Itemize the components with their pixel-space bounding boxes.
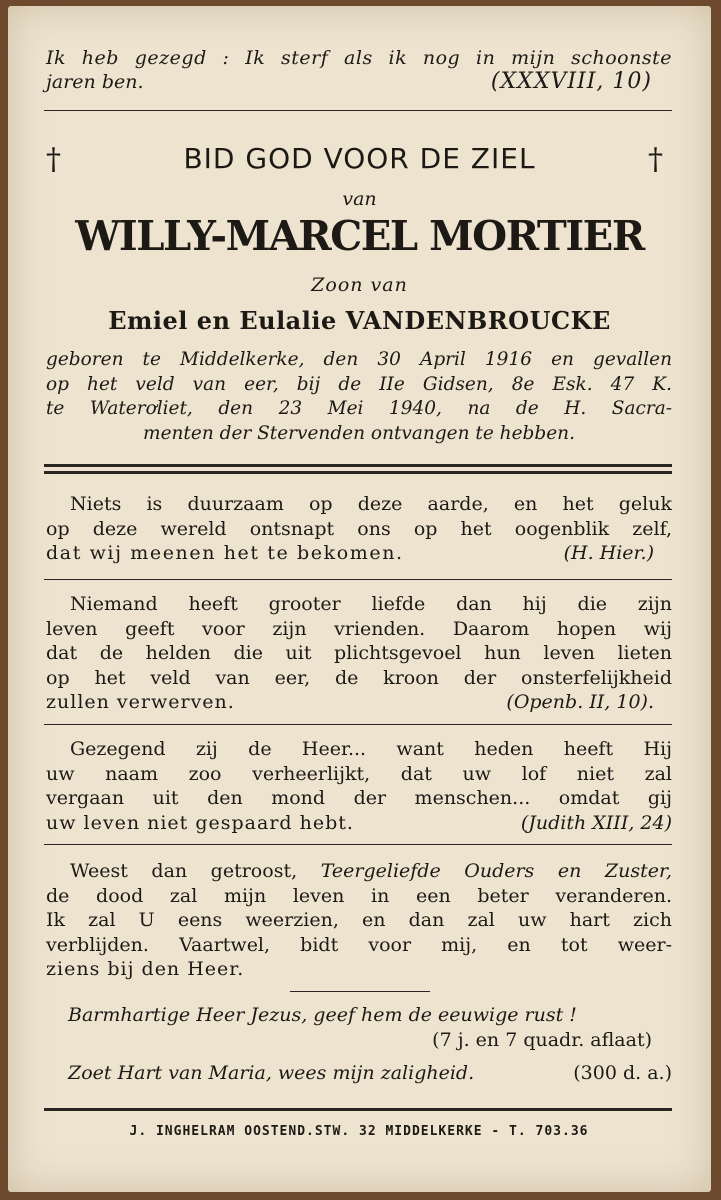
para3-reference: (Judith XIII, 24) bbox=[520, 811, 672, 834]
para1-line-2: op deze wereld ontsnapt ons op het oogenblik zelf, bbox=[46, 517, 672, 540]
para4-line-5: ziens bij den Heer. bbox=[46, 958, 245, 980]
para1-line-3 bbox=[46, 541, 672, 566]
para4-line-2: de dood zal mijn leven in een beter veranderen. bbox=[46, 884, 672, 907]
para3-line-1: Gezegend zij de Heer... want heden heeft Hij bbox=[70, 738, 672, 760]
divider-3 bbox=[44, 844, 672, 845]
paragraph-1 bbox=[46, 492, 672, 566]
para3-line-2: uw naam zoo verheerlijkt, dat uw lof niet zal bbox=[46, 762, 672, 785]
prayer-2-indulgence: (300 d. a.) bbox=[573, 1062, 672, 1084]
para4-line-3: Ik zal U eens weerzien, en dan zal uw hart zich bbox=[46, 909, 672, 931]
birth-line-4: menten der Stervenden ontvangen te hebben. bbox=[143, 422, 575, 444]
para3-line-3: vergaan uit den mond der menschen... omdat gij bbox=[46, 787, 672, 809]
para1-line-1: Niets is duurzaam op deze aarde, en het geluk bbox=[70, 493, 672, 515]
van-label: van bbox=[342, 188, 377, 210]
short-divider bbox=[290, 991, 430, 992]
birth-line-1: geboren te Middelkerke, den 30 April 1916 en gevallen bbox=[46, 349, 672, 370]
paragraph-4 bbox=[46, 859, 672, 982]
paragraph-3 bbox=[46, 737, 672, 835]
birth-death-text bbox=[46, 348, 672, 446]
para4-line-1-italic: Teergeliefde Ouders en Zuster, bbox=[320, 860, 672, 882]
epigraph-line-1: Ik heb gezegd : Ik sterf als ik nog in mijn schoonste bbox=[46, 47, 672, 69]
para2-line-2: leven geeft voor zijn vrienden. Daarom hopen wij bbox=[46, 617, 672, 640]
para2-reference: (Openb. II, 10). bbox=[506, 691, 654, 713]
para4-line-1 bbox=[46, 859, 672, 884]
para1-reference: (H. Hier.) bbox=[563, 542, 654, 564]
memorial-card bbox=[8, 6, 711, 1192]
birth-line-2: op het veld van eer, bij de IIe Gidsen, 8e Esk. 47 K. bbox=[46, 373, 672, 395]
double-divider-top bbox=[44, 464, 672, 467]
divider-bottom bbox=[44, 1108, 672, 1111]
para3-line-4 bbox=[46, 811, 672, 836]
epigraph-reference: (XXXVIII, 10) bbox=[490, 69, 652, 94]
prayer-heading: BID GOD VOOR DE ZIEL bbox=[183, 142, 536, 175]
prayer-2 bbox=[48, 1061, 672, 1086]
paragraph-2 bbox=[46, 592, 672, 715]
prayer-2-text: Zoet Hart van Maria, wees mijn zaligheid. bbox=[68, 1062, 475, 1084]
parents-names: Emiel en Eulalie VANDENBROUCKE bbox=[108, 306, 611, 335]
prayer-1 bbox=[48, 1003, 672, 1052]
zoon-van-label: Zoon van bbox=[311, 274, 408, 296]
cross-left-icon: † bbox=[46, 142, 61, 177]
prayer-1-text: Barmhartige Heer Jezus, geef hem de eeuwige rust ! bbox=[68, 1004, 577, 1026]
para2-line-4: op het veld van eer, de kroon der onsterfelijkheid bbox=[46, 666, 672, 689]
para2-line-1: Niemand heeft grooter liefde dan hij die zijn bbox=[70, 593, 672, 615]
prayer-1-indulgence: (7 j. en 7 quadr. aflaat) bbox=[432, 1028, 652, 1051]
double-divider-bottom bbox=[44, 471, 672, 474]
divider-1 bbox=[44, 579, 672, 580]
para3-line-4-text: uw leven niet gespaard hebt. bbox=[46, 811, 354, 834]
cross-right-icon: † bbox=[648, 142, 663, 177]
deceased-name: WILLY-MARCEL MORTIER bbox=[75, 212, 644, 260]
para2-line-5 bbox=[46, 690, 672, 715]
birth-line-3: te Waterơliet, den 23 Mei 1940, na de H. Sacra- bbox=[46, 398, 672, 419]
para1-line-3-text: dat wij meenen het te bekomen. bbox=[46, 542, 404, 564]
epigraph-line-2-text: jaren ben. bbox=[46, 71, 144, 93]
divider-top bbox=[44, 110, 672, 111]
epigraph-line-2 bbox=[46, 70, 672, 94]
divider-2 bbox=[44, 724, 672, 725]
printer-credit: J. INGHELRAM OOSTEND.STW. 32 MIDDELKERKE - T. 703.36 bbox=[129, 1124, 589, 1139]
para2-line-3: dat de helden die uit plichtsgevoel hun leven lieten bbox=[46, 642, 672, 664]
para4-line-1-start: Weest dan getroost, bbox=[70, 860, 298, 882]
para4-line-4: verblijden. Vaartwel, bidt voor mij, en tot weer- bbox=[46, 933, 672, 956]
para2-line-5-text: zullen verwerven. bbox=[46, 691, 235, 713]
